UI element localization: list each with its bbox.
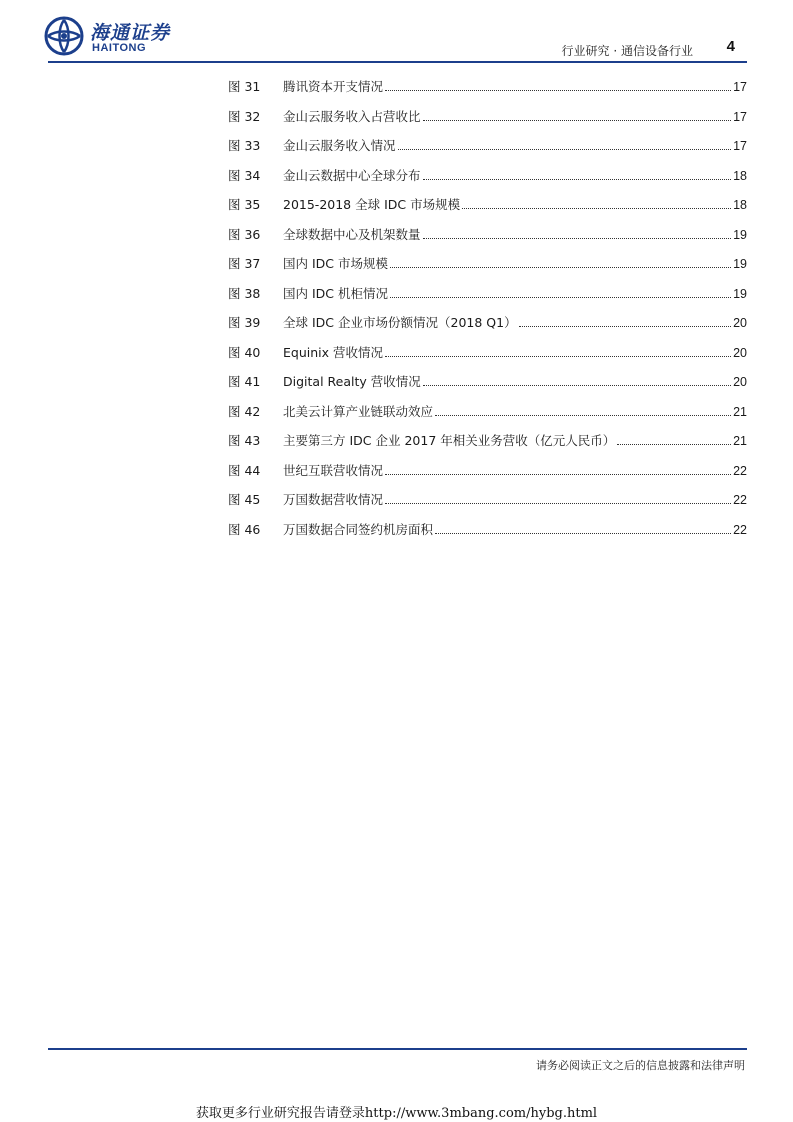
toc-entry-label: 图 36 (228, 226, 261, 242)
toc-entry-page: 17 (733, 80, 747, 94)
toc-entry-label: 图 42 (228, 403, 261, 419)
toc-entry-label: 图 44 (228, 462, 261, 478)
footer-disclaimer: 请务必阅读正文之后的信息披露和法律声明 (536, 1059, 745, 1072)
toc-entry-label: 图 32 (228, 108, 261, 124)
toc-entry-page: 17 (733, 139, 747, 153)
toc-entry-page: 20 (733, 345, 747, 360)
toc-entry-label: 图 31 (228, 79, 261, 94)
toc-entry[interactable] (228, 403, 747, 433)
toc-entry-label: 图 38 (228, 285, 261, 301)
toc-entry-title: 金山云服务收入占营收比 (283, 108, 421, 124)
toc-entry[interactable] (228, 344, 747, 374)
toc-entry[interactable] (228, 78, 747, 108)
toc-entry[interactable] (228, 226, 747, 256)
toc-dot-leader (398, 138, 732, 150)
toc-dot-leader (423, 227, 732, 239)
footer-promo-link[interactable]: 获取更多行业研究报告请登录http://www.3mbang.com/hybg.html (195, 1106, 598, 1121)
toc-entry-label: 图 34 (228, 167, 261, 183)
toc-entry-title: 主要第三方 IDC 企业 2017 年相关业务营收（亿元人民币） (283, 433, 616, 448)
toc-dot-leader (390, 256, 731, 268)
toc-entry-title: 金山云数据中心全球分布 (283, 167, 421, 183)
toc-entry-page: 19 (733, 227, 747, 242)
toc-entry-page: 19 (733, 286, 747, 301)
toc-entry-title: 全球 IDC 企业市场份额情况（2018 Q1） (283, 315, 517, 330)
toc-entry-page: 22 (733, 463, 747, 478)
toc-entry[interactable] (228, 521, 747, 551)
toc-entry-title: 世纪互联营收情况 (283, 462, 384, 478)
toc-entry[interactable] (228, 285, 747, 315)
company-logo (44, 16, 184, 60)
toc-dot-leader (385, 492, 731, 504)
toc-entry-page: 18 (733, 198, 747, 212)
toc-entry[interactable] (228, 373, 747, 403)
toc-entry-label: 图 43 (228, 433, 261, 448)
toc-entry-page: 18 (733, 168, 747, 183)
toc-entry-page: 17 (733, 109, 747, 124)
toc-entry-page: 19 (733, 257, 747, 271)
toc-dot-leader (435, 522, 731, 534)
toc-entry-title: 万国数据合同签约机房面积 (283, 521, 434, 537)
toc-entry-title: 国内 IDC 机柜情况 (283, 285, 388, 301)
toc-dot-leader (435, 404, 731, 416)
toc-entry-title: 腾讯资本开支情况 (283, 79, 384, 94)
toc-entry[interactable] (228, 432, 747, 462)
logo-english-name: HAITONG (92, 42, 147, 54)
toc-entry-label: 图 37 (228, 256, 261, 271)
toc-dot-leader (462, 197, 731, 209)
toc-entry-page: 20 (733, 316, 747, 330)
haitong-emblem-icon (44, 16, 84, 56)
toc-entry-title: 全球数据中心及机架数量 (283, 226, 421, 242)
logo-chinese-name: 海通证券 (90, 22, 171, 44)
toc-entry-title: 金山云服务收入情况 (283, 138, 396, 153)
toc-dot-leader (423, 109, 732, 121)
toc-entry-label: 图 40 (228, 344, 261, 360)
toc-entry-title: 万国数据营收情况 (283, 492, 384, 507)
toc-dot-leader (423, 374, 731, 386)
report-category: 行业研究 · 通信设备行业 (561, 44, 693, 58)
toc-dot-leader (423, 168, 732, 180)
toc-entry[interactable] (228, 196, 747, 226)
toc-entry-title: Digital Realty 营收情况 (283, 374, 421, 389)
toc-entry-label: 图 41 (228, 374, 261, 389)
toc-entry-page: 22 (733, 493, 747, 507)
toc-entry[interactable] (228, 462, 747, 492)
toc-dot-leader (390, 286, 731, 298)
header-divider (48, 61, 747, 63)
footer-divider (48, 1048, 747, 1050)
toc-entry-label: 图 35 (228, 197, 261, 212)
toc-entry-label: 图 46 (228, 521, 261, 537)
toc-entry-title: 北美云计算产业链联动效应 (283, 403, 434, 419)
toc-dot-leader (385, 345, 731, 357)
toc-entry[interactable] (228, 137, 747, 167)
toc-dot-leader (385, 463, 731, 475)
toc-entry-label: 图 39 (228, 315, 261, 330)
toc-entry-page: 22 (733, 522, 747, 537)
toc-entry[interactable] (228, 167, 747, 197)
toc-entry-title: 国内 IDC 市场规模 (283, 256, 388, 271)
toc-entry[interactable] (228, 255, 747, 285)
toc-dot-leader (519, 315, 732, 327)
toc-entry-label: 图 45 (228, 492, 261, 507)
toc-entry[interactable] (228, 314, 747, 344)
toc-dot-leader (617, 433, 731, 445)
toc-entry-page: 21 (733, 434, 747, 448)
toc-entry-title: Equinix 营收情况 (283, 344, 383, 360)
page-number: 4 (726, 38, 735, 55)
figure-list (228, 78, 747, 550)
toc-entry-title: 2015-2018 全球 IDC 市场规模 (283, 197, 461, 212)
toc-entry-label: 图 33 (228, 138, 261, 153)
toc-entry[interactable] (228, 108, 747, 138)
toc-entry-page: 21 (733, 404, 747, 419)
toc-dot-leader (385, 79, 731, 91)
toc-entry[interactable] (228, 491, 747, 521)
toc-entry-page: 20 (733, 375, 747, 389)
